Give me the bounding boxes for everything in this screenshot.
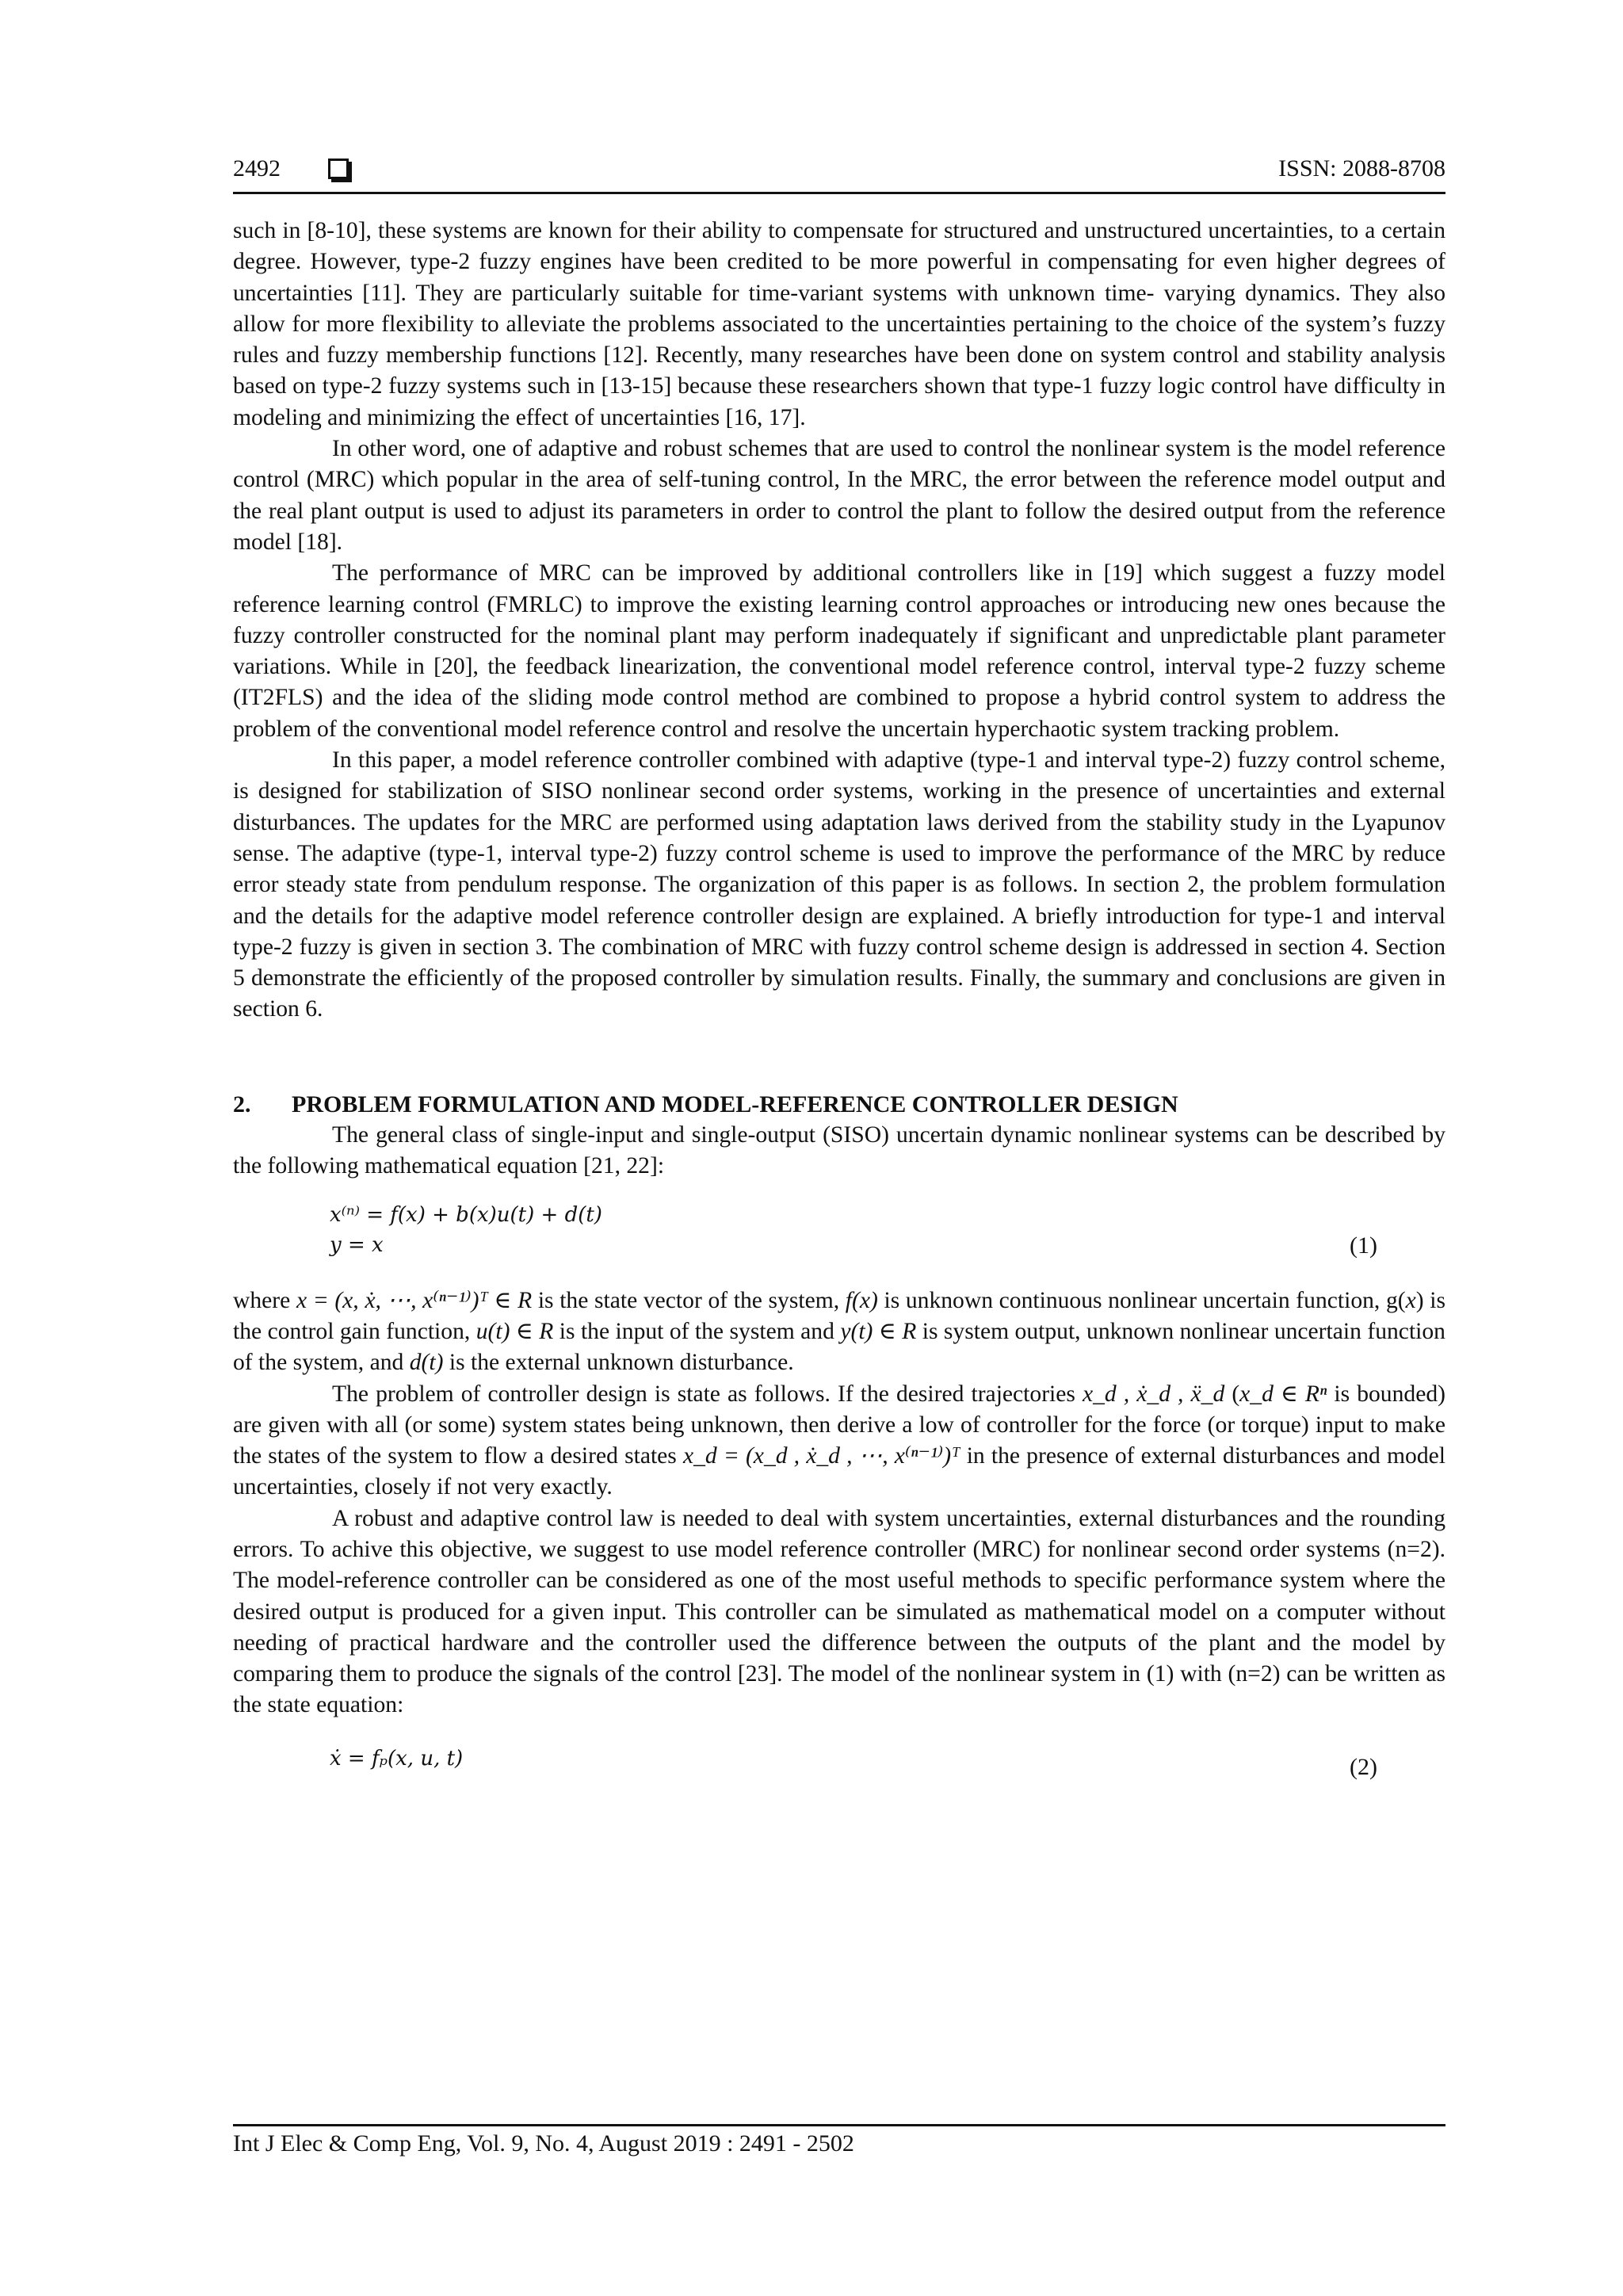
equation-1-line-2: y = x	[330, 1232, 384, 1257]
header-rule	[233, 192, 1445, 194]
inline-math: x = (x, ẋ, ⋯, x⁽ⁿ⁻¹⁾)ᵀ ∈ R	[296, 1287, 533, 1313]
issn-label: ISSN: 2088-8708	[1278, 155, 1445, 181]
inline-math: x_d = (x_d , ẋ_d , ⋯, x⁽ⁿ⁻¹⁾)ᵀ	[682, 1443, 960, 1469]
text-run: where	[233, 1287, 296, 1313]
paragraph-1: such in [8-10], these systems are known for their ability to compensate for structured and unstructured uncertainties, to a certain degree. However, type-2 fuzzy engines have been credited to be more powerful in compensating for even higher degrees of uncertainties [11]. They are particularly suitable for time-variant systems with unknown time- varying dynamics. They also allow for more flexibility to alleviate the problems associated to the uncertainties pertaining to the choice of the system’s fuzzy rules and fuzzy membership functions [12]. Recently, many researches have been done on system control and stability analysis based on type-2 fuzzy systems such in [13-15] because these researchers shown that type-1 fuzzy logic control have difficulty in modeling and minimizing the effect of uncertainties [16, 17].	[233, 218, 1445, 430]
page-number: 2492	[233, 155, 281, 181]
equation-2	[233, 1744, 1445, 1783]
paragraph-4: In this paper, a model reference controller combined with adaptive (type-1 and interval type-2) fuzzy control scheme, is designed for stabilization of SISO nonlinear second order systems, working in the presence of uncertainties and external disturbances. The updates for the MRC are performed using adaptation laws derived from the stability study in the Lyapunov sense. The adaptive (type-1, interval type-2) fuzzy control scheme is used to improve the performance of the MRC by reduce error steady state from pendulum response. The organization of this paper is as follows. In section 2, the problem formulation and the details for the adaptive model reference controller design are explained. A briefly introduction for type-1 and interval type-2 fuzzy is given in section 3. The combination of MRC with fuzzy control scheme design is addressed in section 4. Section 5 demonstrate the efficiently of the proposed controller by simulation results. Finally, the summary and conclusions are given in section 6.	[233, 747, 1445, 1022]
paragraph-8: A robust and adaptive control law is needed to deal with system uncertainties, external disturbances and the rounding errors. To achive this objective, we suggest to use model reference controller (MRC) for nonlinear second order systems (n=2). The model-reference controller can be considered as one of the most useful methods to specific performance system where the desired output is produced for a given input. This controller can be simulated as mathematical model on a computer without needing of practical hardware and the controller used the difference between the outputs of the plant and the model by comparing them to produce the signals of the control [23]. The model of the nonlinear system in (1) with (n=2) can be written as the state equation:	[233, 1505, 1445, 1718]
equation-1-number: (1)	[1350, 1232, 1377, 1259]
paragraph-5: The general class of single-input and single-output (SISO) uncertain dynamic nonlinear systems can be described by the following mathematical equation [21, 22]:	[233, 1122, 1445, 1179]
text-run: in the presence of external disturbances and model uncertainties, closely if not very exactly.	[233, 1443, 1445, 1500]
paragraph-6	[233, 1286, 1445, 1379]
text-run: is system output, unknown nonlinear uncertain function of the system, and	[233, 1318, 1445, 1376]
running-header	[233, 155, 1445, 193]
footer-rule	[233, 2124, 1445, 2126]
equation-2-number: (2)	[1350, 1754, 1377, 1781]
text-run: is bounded) are given with all (or some) system states being unknown, then derive a low of controller for the force (or torque) input to make the states of the system to flow a desired states	[233, 1381, 1445, 1469]
inline-math: x_d ∈ Rⁿ	[1239, 1381, 1327, 1407]
paragraph-2: In other word, one of adaptive and robust schemes that are used to control the nonlinear system is the model reference control (MRC) which popular in the area of self-tuning control, In the MRC, the error between the reference model output and the real plant output is used to adjust its parameters in order to control the plant to follow the desired output from the reference model [18].	[233, 436, 1445, 555]
text-run: is the input of the system and	[553, 1318, 841, 1344]
footer-citation: Int J Elec & Comp Eng, Vol. 9, No. 4, August 2019 : 2491 - 2502	[233, 2130, 854, 2157]
text-run: is unknown continuous nonlinear uncertain function, g(	[877, 1287, 1406, 1313]
paragraph-3: The performance of MRC can be improved by additional controllers like in [19] which suggest a fuzzy model reference learning control (FMRLC) to improve the existing learning control approaches or introducing new ones because the fuzzy controller constructed for the nominal plant may perform inadequately if significant and unpredictable plant parameter variations. While in [20], the feedback linearization, the conventional model reference control, interval type-2 fuzzy scheme (IT2FLS) and the idea of the sliding mode control method are combined to propose a hybrid control system to address the problem of the conventional model reference control and resolve the uncertain hyperchaotic system tracking problem.	[233, 560, 1445, 742]
text-run: ) is the control gain function,	[233, 1287, 1445, 1344]
text-run: (	[1224, 1381, 1240, 1407]
equation-1	[233, 1200, 1445, 1262]
equation-1-line-1: x⁽ⁿ⁾ = f(x) + b(x)u(t) + d(t)	[330, 1202, 602, 1227]
text-run: The problem of controller design is state as follows. If the desired trajectories	[332, 1381, 1083, 1407]
page-body	[233, 216, 1445, 1805]
inline-math: u(t) ∈ R	[475, 1318, 554, 1344]
section-heading	[233, 1089, 1445, 1120]
paragraph-7	[233, 1379, 1445, 1503]
section-gap	[233, 1026, 1445, 1076]
section-number: 2.	[233, 1091, 251, 1117]
text-run: is the external unknown disturbance.	[443, 1350, 794, 1376]
section-title: PROBLEM FORMULATION AND MODEL-REFERENCE CONTROLLER DESIGN	[292, 1091, 1178, 1117]
text-run: is the state vector of the system,	[532, 1287, 846, 1313]
equation-2-line: ẋ = fₚ(x, u, t)	[330, 1746, 464, 1771]
inline-math: d(t)	[409, 1350, 444, 1376]
inline-math: x	[1405, 1287, 1416, 1313]
inline-math: x_d , ẋ_d , ẍ_d	[1083, 1381, 1225, 1407]
inline-math: f(x)	[845, 1287, 878, 1313]
checkbox-glyph-icon	[328, 159, 349, 179]
inline-math: y(t) ∈ R	[840, 1318, 917, 1344]
